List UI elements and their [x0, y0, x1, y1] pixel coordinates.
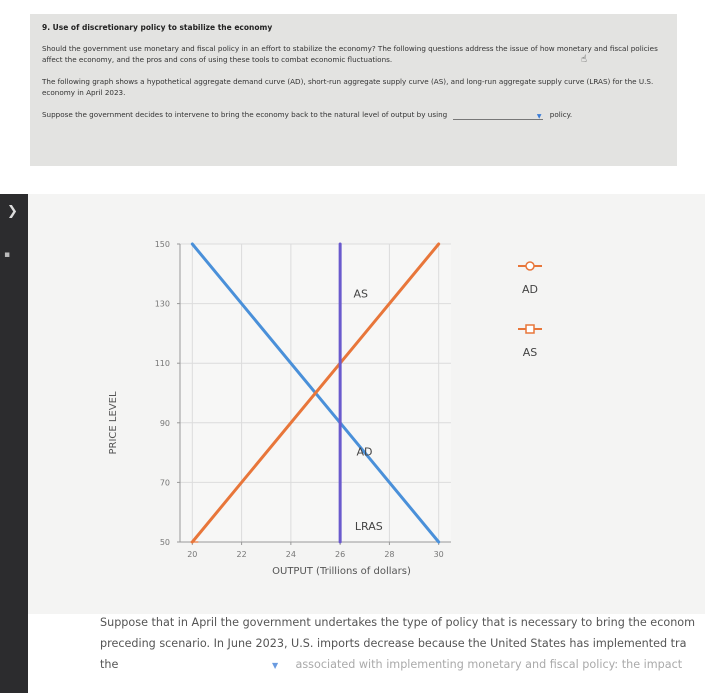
question-panel	[30, 14, 677, 166]
legend-label-as: AS	[522, 346, 538, 359]
bottom-line-3-start: the	[100, 658, 119, 671]
y-tick-label: 90	[159, 418, 170, 428]
policy-dropdown[interactable]	[453, 110, 543, 120]
x-tick-label: 20	[187, 550, 198, 559]
y-tick-label: 50	[159, 538, 170, 547]
bottom-question-text	[100, 612, 705, 693]
y-tick-label: 150	[154, 240, 170, 249]
legend-label-ad: AD	[522, 283, 538, 296]
question-paragraph-intro: Should the government use monetary and fiscal policy in an effort to stabilize the economy? The following questions address the issue of how monetary and fiscal policies affect the economy, and the pros and cons of using these tools to combat economic fluctuations.	[42, 44, 658, 64]
x-axis-title: OUTPUT (Trillions of dollars)	[272, 566, 411, 577]
nav-marker-icon: ▪	[4, 250, 11, 260]
x-tick-label: 26	[335, 550, 346, 559]
y-tick-label: 70	[159, 478, 170, 488]
lras-curve-label: LRAS	[354, 520, 383, 534]
ad-as-graph	[28, 194, 705, 614]
y-axis-title: PRICE LEVEL	[108, 391, 119, 455]
square-marker-icon	[526, 325, 534, 333]
caret-down-icon: ▼	[536, 113, 542, 120]
graph-region	[28, 194, 705, 614]
bottom-line-3	[100, 654, 705, 676]
x-tick-label: 28	[384, 550, 395, 559]
x-tick-label: 24	[285, 550, 296, 559]
bottom-line-2: preceding scenario. In June 2023, U.S. imports decrease because the United States has implemented tra	[100, 637, 687, 650]
ad-curve-label: AD	[356, 445, 373, 459]
question-paragraph-policy	[42, 109, 665, 120]
x-tick-label: 30	[433, 550, 444, 559]
question-paragraph-graph: The following graph shows a hypothetical aggregate demand curve (AD), short-run aggregate supply curve (AS), and long-run aggregate supply curve (LRAS) for the U.S. economy in April 2023.	[42, 77, 654, 97]
photo-gap	[0, 166, 705, 194]
policy-suffix-text: policy.	[549, 110, 573, 119]
chevron-right-icon[interactable]: ❯	[7, 204, 18, 219]
left-nav-strip	[0, 194, 28, 693]
question-title: 9. Use of discretionary policy to stabilize the economy	[42, 23, 273, 32]
bottom-line-1: Suppose that in April the government undertakes the type of policy that is necessary to bring the econom	[100, 616, 696, 629]
circle-marker-icon	[526, 262, 534, 270]
policy-prompt-text: Suppose the government decides to intervene to bring the economy back to the natural level of output by using	[42, 110, 448, 119]
as-curve-label: AS	[353, 287, 368, 301]
y-tick-label: 130	[154, 299, 170, 309]
bottom-line-3-faint: associated with implementing monetary and fiscal policy: the impact	[295, 658, 683, 671]
hand-pointer-icon: ☝	[580, 54, 587, 65]
x-tick-label: 22	[236, 550, 247, 559]
y-tick-label: 110	[154, 359, 170, 369]
caret-down-icon[interactable]: ▼	[271, 661, 279, 670]
